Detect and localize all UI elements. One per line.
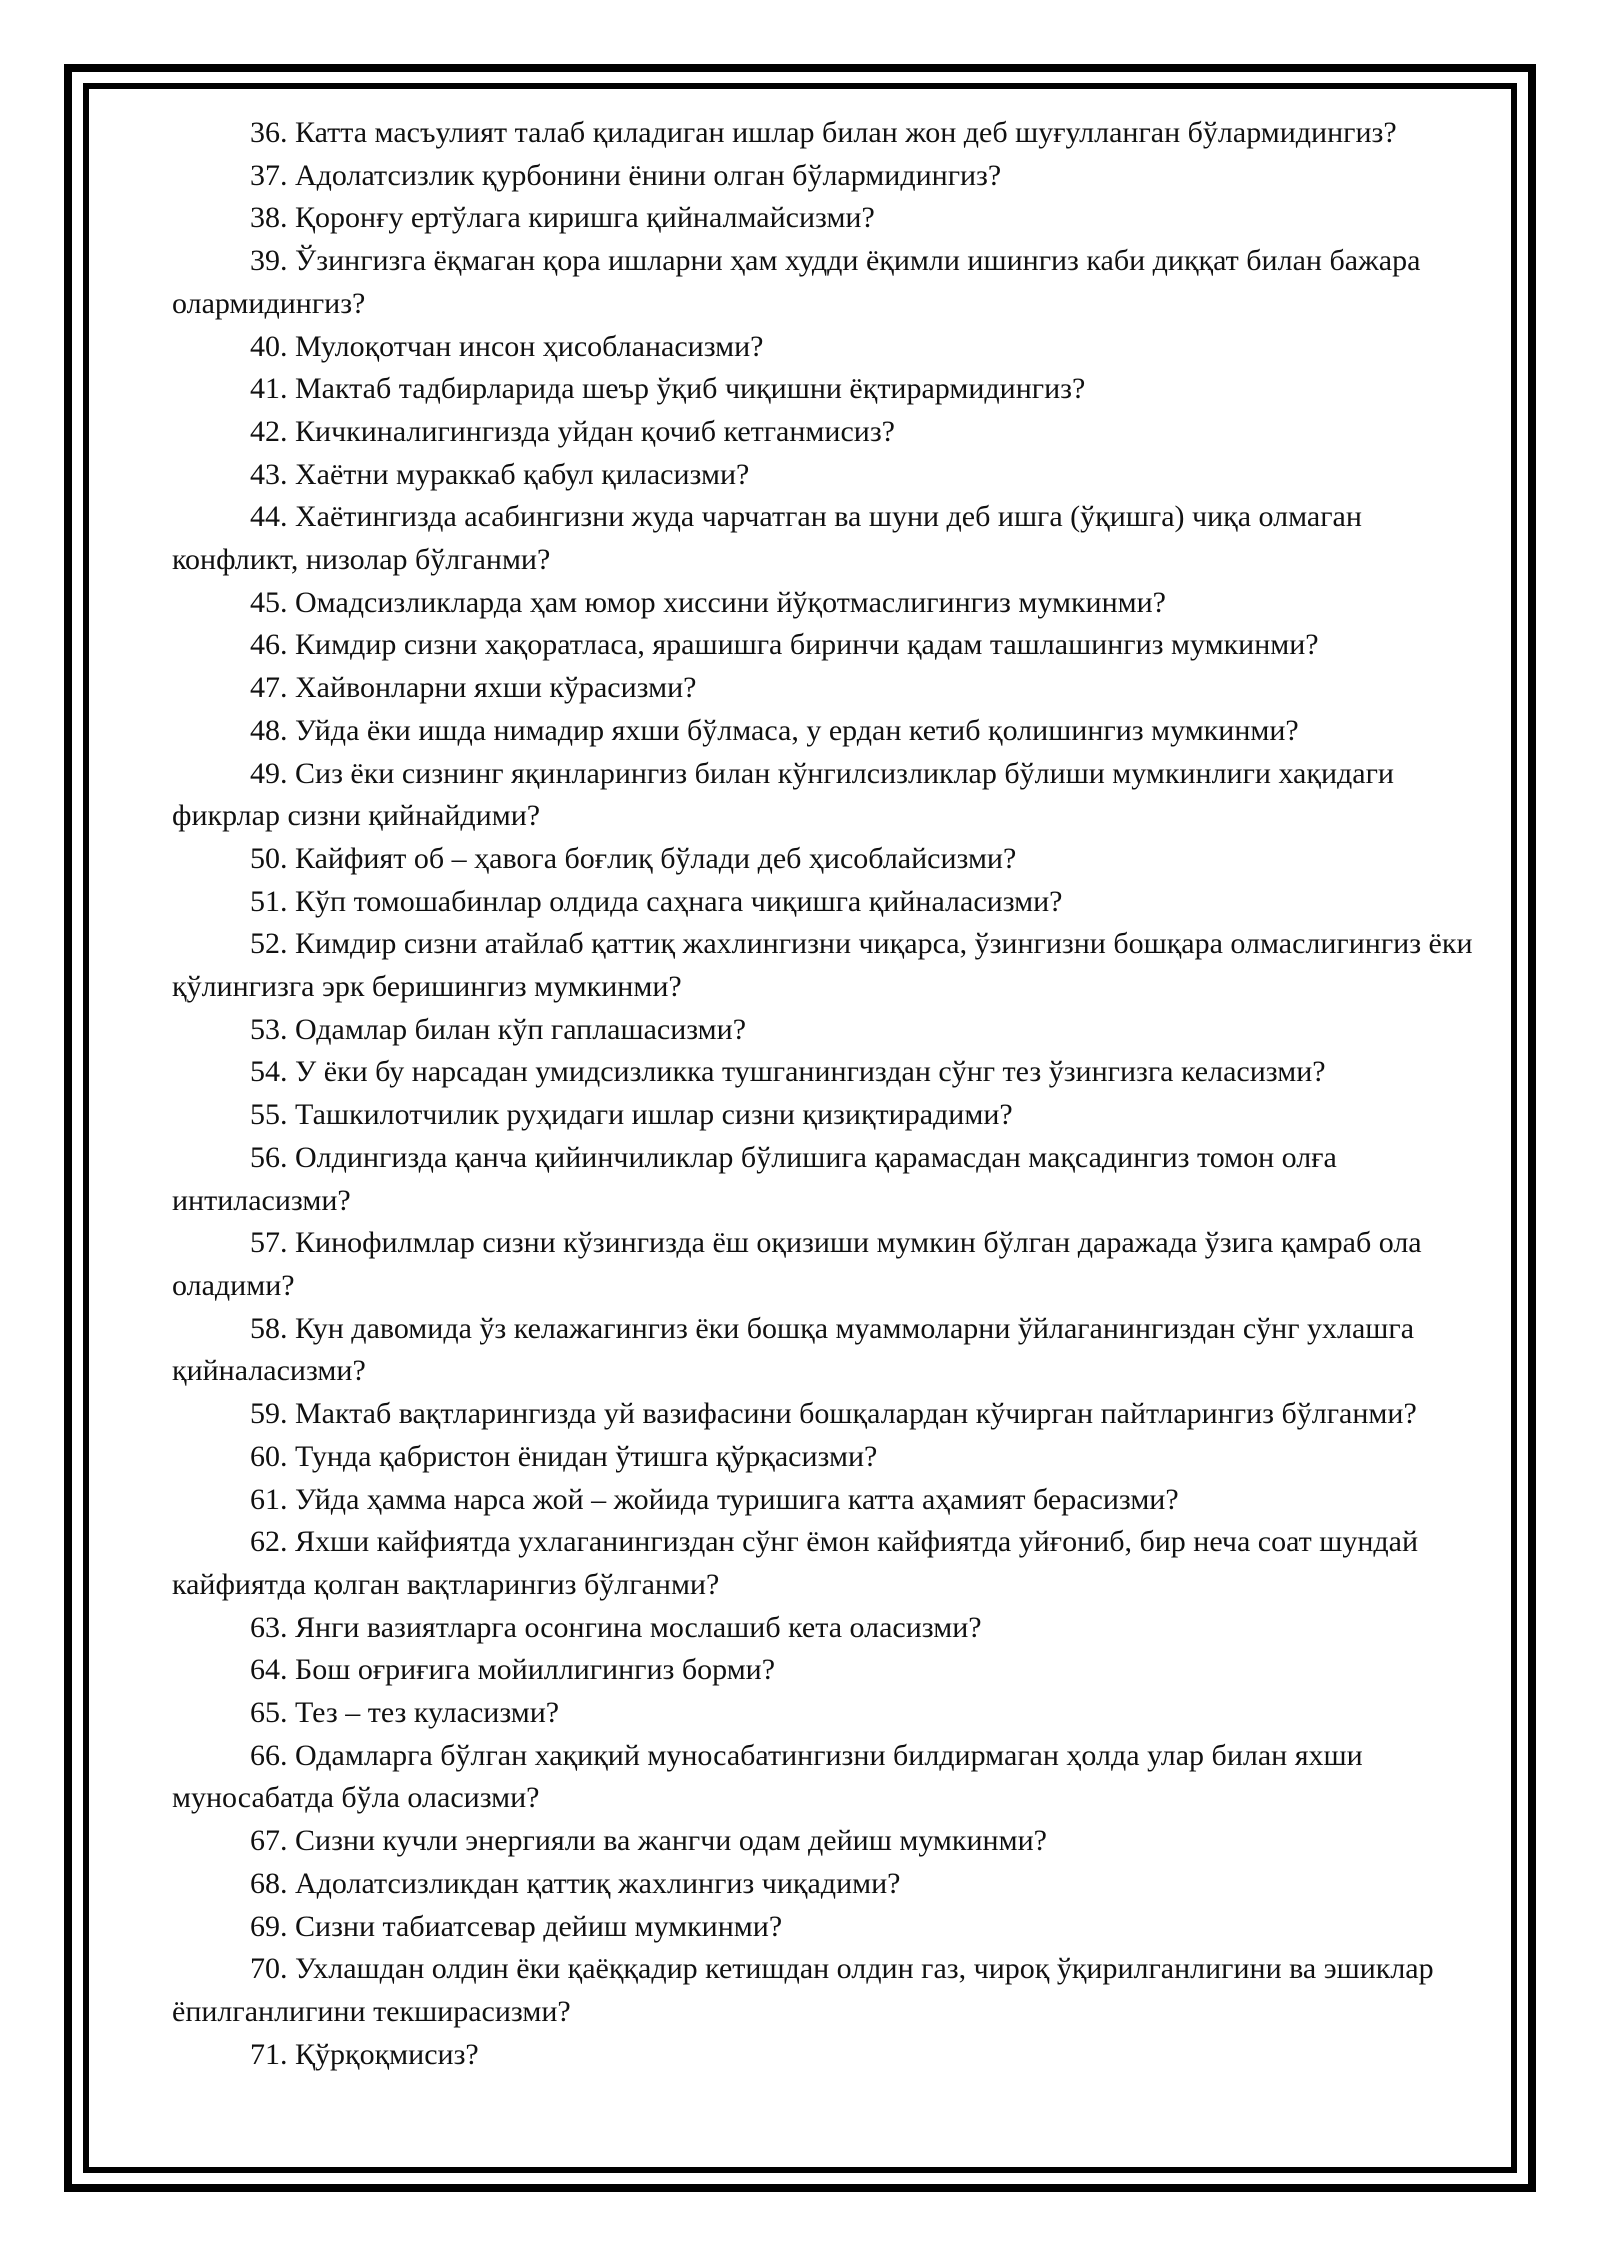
question-item: 51. Кўп томошабинлар олдида саҳнага чиқишга қийналасизми? xyxy=(250,884,1063,918)
question-item: 53. Одамлар билан кўп гаплашасизми? xyxy=(250,1012,747,1046)
question-item: 52. Кимдир сизни атайлаб қаттиқ жахлингизни чиқарса, ўзингизни бошқара олмаслигингиз ёки қўлингизга эрк беришингиз мумкинми? xyxy=(172,927,1473,1004)
question-item: 40. Мулоқотчан инсон ҳисобланасизми? xyxy=(250,329,764,363)
question-item: 36. Катта масъулият талаб қиладиган ишлар билан жон деб шуғулланган бўлармидингиз? xyxy=(250,116,1397,149)
question-item: 49. Сиз ёки сизнинг яқинларингиз билан кўнгилсизликлар бўлиши мумкинлиги хақидаги фикрлар сизни қийнайдими? xyxy=(172,756,1394,833)
question-item: 47. Хайвонларни яхши кўрасизми? xyxy=(250,671,697,705)
question-item: 60. Тунда қабристон ёнидан ўтишга қўрқасизми? xyxy=(250,1439,878,1473)
question-item: 38. Қоронғу ертўлага киришга қийналмайсизми? xyxy=(250,201,875,235)
question-item: 59. Мактаб вақтларингизда уй вазифасини бошқалардан кўчирган пайтларингиз бўлганми? xyxy=(250,1397,1417,1431)
question-item: 41. Мактаб тадбирларида шеър ўқиб чиқишни ёқтирармидингиз? xyxy=(250,372,1086,406)
question-item: 56. Олдингизда қанча қийинчиликлар бўлишига қарамасдан мақсадингиз томон олға интиласизми? xyxy=(172,1140,1337,1217)
question-item: 39. Ўзингизга ёқмаган қора ишларни ҳам худди ёқимли ишингиз каби диққат билан бажара олармидингиз? xyxy=(172,244,1421,320)
question-item: 37. Адолатсизлик қурбонини ёнини олган бўлармидингиз? xyxy=(250,158,1002,192)
question-item: 68. Адолатсизликдан қаттиқ жахлингиз чиқадими? xyxy=(250,1866,901,1900)
question-item: 44. Хаётингизда асабингизни жуда чарчатган ва шуни деб ишга (ўқишга) чиқа олмаган конфликт, низолар бўлганми? xyxy=(172,500,1362,577)
question-item: 66. Одамларга бўлган хақиқий муносабатингизни билдирмаган ҳолда улар билан яхши муносабатда бўла оласизми? xyxy=(172,1738,1363,1815)
question-item: 57. Кинофилмлар сизни кўзингизда ёш оқизиши мумкин бўлган даражада ўзига қамраб ола оладими? xyxy=(172,1226,1422,1302)
question-item: 70. Ухлашдан олдин ёки қаёққадир кетишдан олдин газ, чироқ ўқирилганлигини ва эшиклар ёпилганлигини текширасизми? xyxy=(172,1952,1434,2028)
question-item: 69. Сизни табиатсевар дейиш мумкинми? xyxy=(250,1909,783,1943)
question-item: 61. Уйда ҳамма нарса жой – жойида туришига катта аҳамият берасизми? xyxy=(250,1482,1179,1516)
question-item: 48. Уйда ёки ишда нимадир яхши бўлмаса, у ердан кетиб қолишингиз мумкинми? xyxy=(250,713,1299,747)
question-item: 71. Қўрқоқмисиз? xyxy=(250,2037,479,2071)
question-item: 54. У ёки бу нарсадан умидсизликка тушганингиздан сўнг тез ўзингизга келасизми? xyxy=(250,1055,1326,1089)
question-item: 62. Яхши кайфиятда ухлаганингиздан сўнг ёмон кайфиятда уйғониб, бир неча соат шундай кайфиятда қолган вақтларингиз бўлганми? xyxy=(172,1525,1419,1601)
question-item: 50. Кайфият об – ҳавога боғлиқ бўлади деб ҳисоблайсизми? xyxy=(250,841,1017,875)
question-item: 67. Сизни кучли энергияли ва жангчи одам дейиш мумкинми? xyxy=(250,1824,1047,1858)
question-item: 46. Кимдир сизни хақоратласа, ярашишга биринчи қадам ташлашингиз мумкинми? xyxy=(250,628,1319,662)
question-list xyxy=(172,112,1490,2076)
question-item: 63. Янги вазиятларга осонгина мослашиб кета оласизми? xyxy=(250,1610,982,1644)
question-item: 65. Тез – тез куласизми? xyxy=(250,1696,560,1730)
question-item: 43. Хаётни мураккаб қабул қиласизми? xyxy=(250,457,750,491)
question-item: 64. Бош оғриғига мойиллигингиз борми? xyxy=(250,1653,776,1687)
question-item: 45. Омадсизликларда ҳам юмор хиссини йўқотмаслигингиз мумкинми? xyxy=(250,585,1166,619)
question-item: 58. Кун давомида ўз келажагингиз ёки бошқа муаммоларни ўйлаганингиздан сўнг ухлашга қийналасизми? xyxy=(172,1311,1415,1388)
question-item: 42. Кичкиналигингизда уйдан қочиб кетганмисиз? xyxy=(250,414,895,448)
question-item: 55. Ташкилотчилик руҳидаги ишлар сизни қизиқтирадими? xyxy=(250,1098,1013,1132)
